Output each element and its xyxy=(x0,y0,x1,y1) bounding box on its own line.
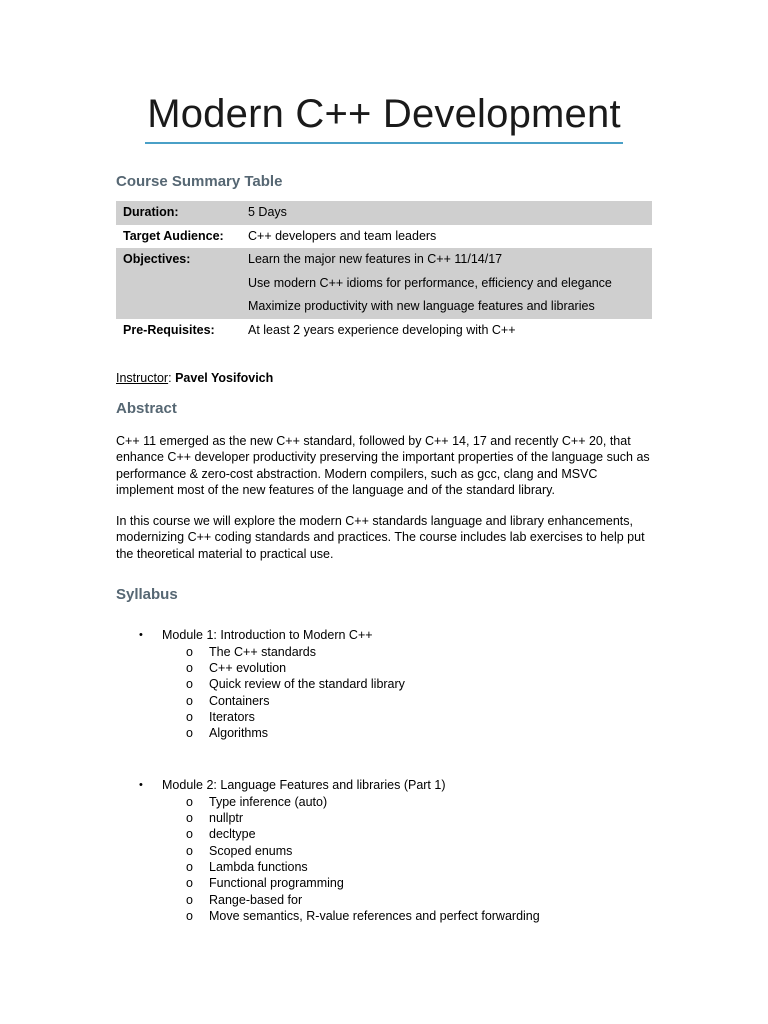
circle-bullet-icon: o xyxy=(186,660,193,675)
circle-bullet-icon: o xyxy=(186,677,193,692)
instructor-label: Instructor xyxy=(116,371,169,385)
abstract-heading: Abstract xyxy=(116,400,177,417)
table-row xyxy=(116,225,652,249)
circle-bullet-icon: o xyxy=(186,810,193,825)
instructor-separator: : xyxy=(168,371,172,385)
objective-item: Maximize productivity with new language features and libraries xyxy=(248,299,595,313)
circle-bullet-icon: o xyxy=(186,843,193,858)
circle-bullet-icon: o xyxy=(186,794,193,809)
duration-label: Duration: xyxy=(116,201,241,225)
circle-bullet-icon: o xyxy=(186,710,193,725)
topic-text: Functional programming xyxy=(209,876,344,891)
topic-text: Move semantics, R-value references and perfect forwarding xyxy=(209,909,540,924)
bullet-icon: • xyxy=(139,629,143,641)
page-title-text: Modern C++ Development xyxy=(145,88,623,144)
circle-bullet-icon: o xyxy=(186,860,193,875)
module-2-title: Module 2: Language Features and libraries (Part 1) xyxy=(162,778,446,792)
bullet-icon: • xyxy=(139,779,143,791)
topic-text: C++ evolution xyxy=(209,660,287,675)
topic-text: decltype xyxy=(209,827,256,842)
topic-text: Containers xyxy=(209,693,270,708)
objectives-values xyxy=(241,248,652,319)
circle-bullet-icon: o xyxy=(186,827,193,842)
circle-bullet-icon: o xyxy=(186,909,193,924)
topic-text: Range-based for xyxy=(209,892,303,907)
duration-value: 5 Days xyxy=(241,201,652,225)
target-audience-label: Target Audience: xyxy=(123,228,224,243)
topic-text: Quick review of the standard library xyxy=(209,677,405,692)
abstract-paragraph-2: In this course we will explore the modern C++ standards language and library enhancements, modernizing C++ coding standards and practices. The course includes lab exercises to help put the theoretical material to practical use. xyxy=(116,514,645,561)
topic-text: Type inference (auto) xyxy=(209,794,328,809)
table-row xyxy=(116,319,652,343)
course-summary-heading: Course Summary Table xyxy=(116,173,283,190)
course-summary-table xyxy=(116,201,652,342)
topic-text: Lambda functions xyxy=(209,860,308,875)
circle-bullet-icon: o xyxy=(186,693,193,708)
table-row xyxy=(116,248,652,319)
topic-text: Algorithms xyxy=(209,726,269,741)
circle-bullet-icon: o xyxy=(186,876,193,891)
instructor-line xyxy=(116,371,273,385)
prerequisites-label: Pre-Requisites: xyxy=(123,322,215,337)
target-audience-value: C++ developers and team leaders xyxy=(248,228,437,243)
prerequisites-value: At least 2 years experience developing with C++ xyxy=(248,322,516,337)
topic-text: Iterators xyxy=(209,710,255,725)
table-row xyxy=(116,201,652,225)
page-title xyxy=(0,88,768,144)
topic-text: Scoped enums xyxy=(209,843,293,858)
objectives-label: Objectives: xyxy=(116,248,241,319)
instructor-name: Pavel Yosifovich xyxy=(175,371,274,385)
module-1-title: Module 1: Introduction to Modern C++ xyxy=(162,628,373,642)
topic-text: nullptr xyxy=(209,810,244,825)
circle-bullet-icon: o xyxy=(186,892,193,907)
topic-text: The C++ standards xyxy=(209,644,317,659)
circle-bullet-icon: o xyxy=(186,726,193,741)
objective-item: Learn the major new features in C++ 11/14/17 xyxy=(248,252,503,266)
circle-bullet-icon: o xyxy=(186,644,193,659)
syllabus-heading: Syllabus xyxy=(116,586,178,603)
abstract-paragraph-1: C++ 11 emerged as the new C++ standard, followed by C++ 14, 17 and recently C++ 20, that enhance C++ developer productivity preserving the important properties of the language such as performance & zero-cost abstraction. Modern compilers, such as gcc, clang and MSVC implement most of the new features of the language and of the standard library. xyxy=(116,434,650,498)
objective-item: Use modern C++ idioms for performance, efficiency and elegance xyxy=(248,275,612,290)
